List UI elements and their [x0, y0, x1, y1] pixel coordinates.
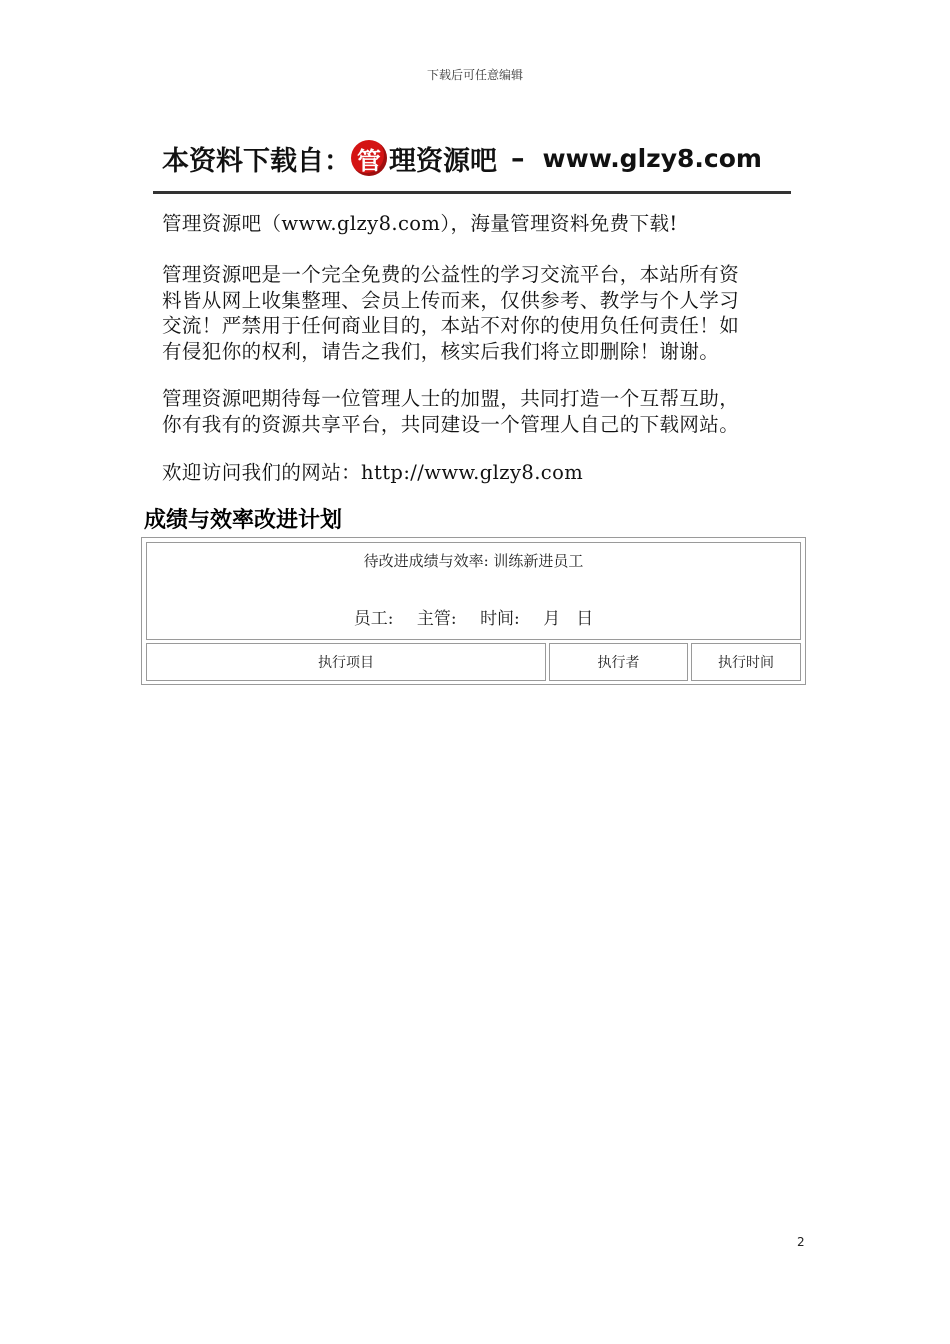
column-header-executor: 执行者	[549, 643, 688, 681]
notice-line: 管理资源吧（www.glzy8.com），海量管理资料免费下载!	[162, 212, 678, 235]
notice-line: 有侵犯你的权利，请告之我们，核实后我们将立即删除！谢谢。	[162, 339, 720, 363]
notice-line: 你有我有的资源共享平台，共同建设一个管理人自己的下载网站。	[162, 412, 740, 436]
banner-prefix: 本资料下载自：	[162, 145, 351, 177]
source-banner	[162, 136, 792, 180]
notice-paragraph-4	[162, 460, 802, 486]
banner-site-url: www.glzy8.com	[542, 143, 762, 173]
plan-header-cell	[146, 542, 801, 640]
notice-paragraph-1	[162, 211, 802, 237]
supervisor-label: 主管:	[416, 609, 457, 629]
banner-dash: –	[511, 142, 525, 174]
month-label: 月	[543, 609, 561, 629]
page-number: 2	[797, 1235, 805, 1249]
notice-line: 料皆从网上收集整理、会员上传而来，仅供参考、教学与个人学习	[162, 288, 740, 312]
header-note: 下载后可任意编辑	[426, 68, 523, 82]
site-logo: 管	[351, 140, 387, 176]
notice-line: 管理资源吧期待每一位管理人士的加盟，共同打造一个互帮互助，	[162, 387, 740, 410]
improvement-plan-table	[141, 537, 806, 685]
notice-paragraph-2	[162, 262, 802, 364]
column-header-execution-time: 执行时间	[691, 643, 801, 681]
day-label: 日	[576, 609, 594, 629]
employee-label: 员工:	[353, 609, 394, 629]
website-link-text: 欢迎访问我们的网站：http://www.glzy8.com	[162, 461, 584, 484]
notice-paragraph-3	[162, 386, 802, 437]
banner-divider	[153, 191, 791, 194]
notice-line: 管理资源吧是一个完全免费的公益性的学习交流平台，本站所有资	[162, 263, 740, 286]
time-label: 时间:	[480, 609, 520, 629]
column-header-action-item: 执行项目	[146, 643, 546, 681]
notice-line: 交流！严禁用于任何商业目的，本站不对你的使用负任何责任！如	[162, 314, 740, 337]
document-title: 成绩与效率改进计划	[144, 508, 343, 533]
improvement-item: 待改进成绩与效率: 训练新进员工	[363, 552, 584, 570]
signature-line	[147, 604, 800, 629]
banner-site-name: 理资源吧	[389, 145, 497, 177]
